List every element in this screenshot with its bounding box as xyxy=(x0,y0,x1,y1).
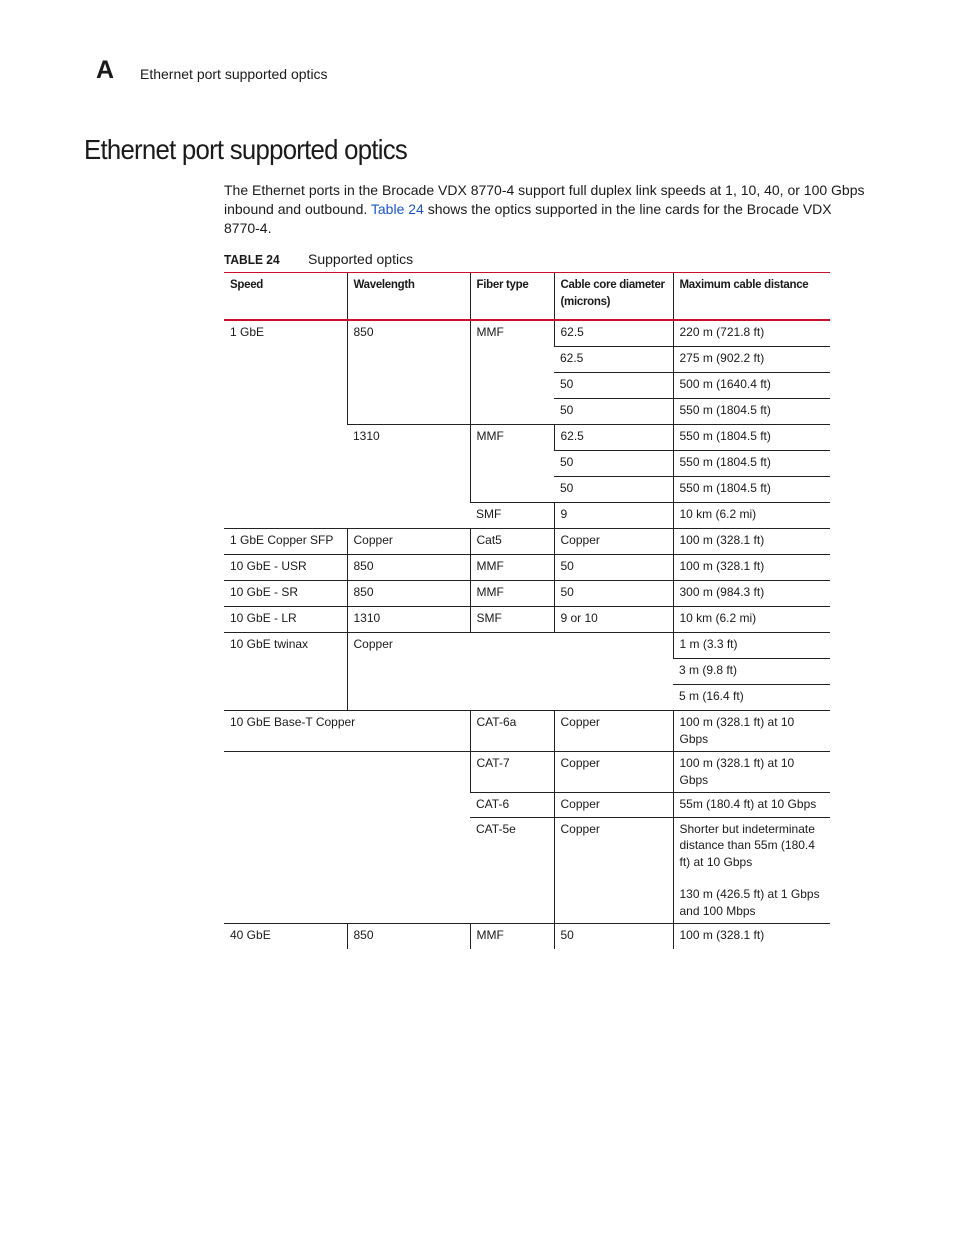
chapter-letter: A xyxy=(96,56,114,84)
cell-distance: 220 m (721.8 ft) xyxy=(673,320,830,347)
cell-distance: 100 m (328.1 ft) at 10 Gbps xyxy=(673,752,830,793)
table-row xyxy=(224,633,830,659)
cell-speed: 40 GbE xyxy=(230,928,271,942)
cell-core: Copper xyxy=(554,793,673,818)
cell-distance: 550 m (1804.5 ft) xyxy=(673,451,830,477)
cell-distance: 100 m (328.1 ft) at 10 Gbps xyxy=(673,711,830,752)
table-24-link[interactable]: Table 24 xyxy=(370,201,424,217)
cell-core: 50 xyxy=(554,451,673,477)
cell-fiber-type: MMF xyxy=(470,320,554,425)
cell-distance: 10 km (6.2 mi) xyxy=(673,503,830,529)
cell-fiber-type: MMF xyxy=(470,581,554,607)
cell-distance: 100 m (328.1 ft) xyxy=(673,555,830,581)
cell-fiber-type: CAT-5e xyxy=(470,817,554,924)
cell-wavelength: 1310 xyxy=(347,607,470,633)
table-row xyxy=(224,555,830,581)
cell-core: Copper xyxy=(554,752,673,793)
table-row xyxy=(224,529,830,555)
table-header-row xyxy=(224,273,830,321)
cell-fiber-type: SMF xyxy=(470,607,554,633)
cell-fiber-type: MMF xyxy=(470,555,554,581)
cell-distance: 300 m (984.3 ft) xyxy=(673,581,830,607)
cell-wavelength: 850 xyxy=(347,924,470,950)
cell-fiber-type: CAT-6a xyxy=(470,711,554,752)
cell-core: Copper xyxy=(554,711,673,752)
table-row xyxy=(224,752,830,793)
supported-optics-table xyxy=(224,272,830,949)
cell-core: Copper xyxy=(554,817,673,924)
cell-distance xyxy=(673,817,830,924)
header-speed: Speed xyxy=(224,273,347,321)
cell-core: 50 xyxy=(554,373,673,399)
running-header: Ethernet port supported optics xyxy=(140,66,328,82)
table-caption xyxy=(224,250,413,269)
cell-fiber-type: SMF xyxy=(470,503,554,529)
cell-wavelength: 1310 xyxy=(347,425,470,529)
cell-speed: 1 GbE Copper SFP xyxy=(224,529,347,555)
table-row xyxy=(224,320,830,347)
cell-distance: 500 m (1640.4 ft) xyxy=(673,373,830,399)
intro-text-end: shows the optics supported in the line cards for the Brocade VDX 8770-4. xyxy=(224,201,832,236)
cell-distance: 550 m (1804.5 ft) xyxy=(673,399,830,425)
table-row xyxy=(224,581,830,607)
distance-text: Shorter but indeterminate distance than 55m (180.4 ft) at 10 Gbps xyxy=(679,821,815,869)
distance-text-2: 130 m (426.5 ft) at 1 Gbps and 100 Mbps xyxy=(679,887,820,918)
intro-text: The Ethernet ports in the Brocade VDX 8770-4 support full duplex link speeds at 1, 10, 40, or 100 Gbps inbound and outbound. xyxy=(224,182,865,217)
cell-core: 62.5 xyxy=(554,347,673,373)
table-caption-label: TABLE 24 xyxy=(224,252,280,267)
cell-fiber-type: CAT-7 xyxy=(470,752,554,793)
cell-core: 50 xyxy=(554,399,673,425)
cell-wavelength: Copper xyxy=(347,529,470,555)
table-row xyxy=(224,711,830,752)
cell-speed: 1 GbE xyxy=(224,320,347,529)
header-cable-core-diameter: Cable core diameter (microns) xyxy=(554,273,673,321)
cell-wavelength: 850 xyxy=(347,581,470,607)
cell-core: 50 xyxy=(554,555,673,581)
cell-core: 50 xyxy=(554,477,673,503)
cell-wavelength: 850 xyxy=(347,320,470,425)
cell-core: 62.5 xyxy=(554,320,673,347)
cell-core: 50 xyxy=(554,924,673,950)
cell-distance: 5 m (16.4 ft) xyxy=(673,685,830,711)
cell-fiber-type: Cat5 xyxy=(470,529,554,555)
cell-speed: 10 GbE twinax xyxy=(224,633,347,711)
cell-fiber-type: CAT-6 xyxy=(470,793,554,818)
intro-paragraph xyxy=(224,181,870,238)
page-title: Ethernet port supported optics xyxy=(84,134,408,165)
table-row xyxy=(224,924,830,950)
cell-distance: 100 m (328.1 ft) xyxy=(673,529,830,555)
cell-core: 9 xyxy=(554,503,673,529)
cell-core: 50 xyxy=(554,581,673,607)
cell-distance: 550 m (1804.5 ft) xyxy=(673,477,830,503)
cell-wavelength: 850 xyxy=(347,555,470,581)
cell-speed: 10 GbE Base-T Copper xyxy=(224,711,470,752)
header-fiber-type: Fiber type xyxy=(470,273,554,321)
cell-empty xyxy=(224,752,470,924)
cell-distance: 10 km (6.2 mi) xyxy=(673,607,830,633)
cell-distance: 55m (180.4 ft) at 10 Gbps xyxy=(673,793,830,818)
cell-speed: 10 GbE - SR xyxy=(224,581,347,607)
cell-distance: 100 m (328.1 ft) xyxy=(673,924,830,950)
cell-distance: 550 m (1804.5 ft) xyxy=(673,425,830,451)
cell-distance: 275 m (902.2 ft) xyxy=(673,347,830,373)
cell-distance: 1 m (3.3 ft) xyxy=(673,633,830,659)
cell-core: Copper xyxy=(554,529,673,555)
table-caption-text: Supported optics xyxy=(308,251,414,267)
cell-fiber-type: MMF xyxy=(470,924,554,950)
cell-core: 9 or 10 xyxy=(554,607,673,633)
cell-speed: 10 GbE - USR xyxy=(224,555,347,581)
table-row xyxy=(224,607,830,633)
cell-distance: 3 m (9.8 ft) xyxy=(673,659,830,685)
cell-wavelength: Copper xyxy=(347,633,673,711)
cell-speed: 10 GbE - LR xyxy=(224,607,347,633)
header-wavelength: Wavelength xyxy=(347,273,470,321)
cell-fiber-type: MMF xyxy=(470,425,554,503)
header-max-cable-distance: Maximum cable distance xyxy=(673,273,830,321)
cell-core: 62.5 xyxy=(554,425,673,451)
